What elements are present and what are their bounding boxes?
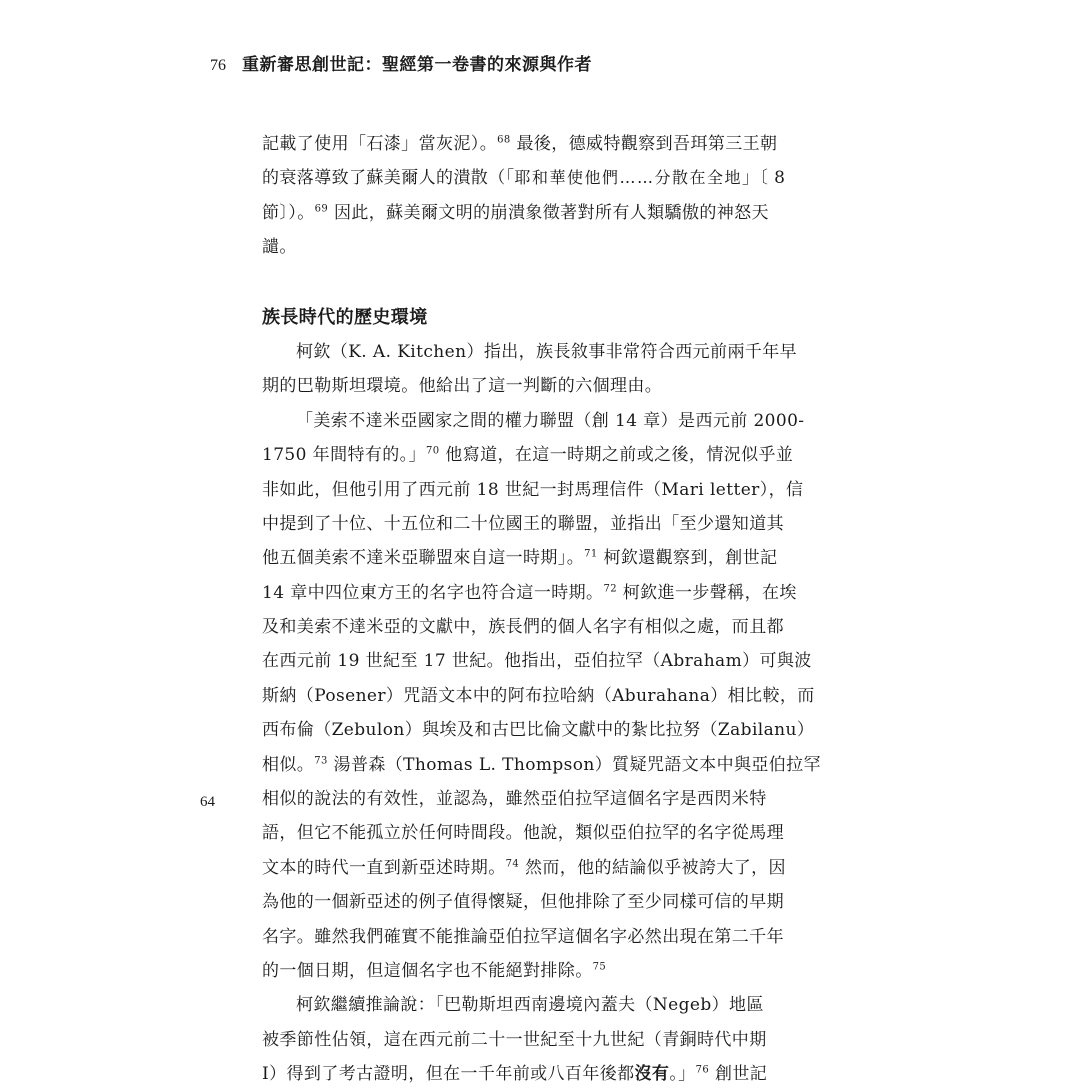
text-line: 「美索不達米亞國家之間的權力聯盟（創 14 章）是西元前 2000- [296,410,805,431]
footnote-ref: 69 [314,203,329,215]
text-line: 1750 年間特有的。」$^{70}$ 他寫道，在這一時期之前或之後，情況似乎並 [262,445,794,466]
text-line: 柯欽（K. A. Kitchen）指出，族長敘事非常符合西元前兩千年早 [296,341,798,362]
text-line: I）得到了考古證明，但在一千年前或八百年後都沒有。」$^{76}$ 創世記 [262,1064,768,1085]
footnote-ref: 73 [314,754,328,766]
footnote-ref: 72 [603,583,617,595]
page-number: 76 [210,57,226,74]
text-line: 柯欽繼續推論說：「巴勒斯坦西南邊境內蓋夫（Negeb）地區 [296,995,764,1016]
footnote-ref: 71 [584,548,598,560]
text-line: 中提到了十位、十五位和二十位國王的聯盟，並指出「至少還知道其 [262,513,784,534]
footnote-ref: 75 [592,961,607,973]
text-line: 的一個日期，但這個名字也不能絕對排除。$^{75}$ [262,960,607,981]
body-text [262,127,837,1092]
text-line: 文本的時代一直到新亞述時期。$^{74}$ 然而，他的結論似乎被誇大了，因 [262,857,786,878]
text-line: 相似的說法的有效性，並認為，雖然亞伯拉罕這個名字是西閃米特 [262,789,767,810]
text-line: 的衰落導致了蘇美爾人的潰散（「耶和華使他們……分散在全地」〔 8 [262,168,786,189]
text-line: 相似。$^{73}$ 湯普森（Thomas L. Thompson）質疑咒語文本中與亞伯拉罕 [262,754,821,775]
footnote-ref: 74 [505,858,520,870]
text-line: 被季節性佔領，這在西元前二十一世紀至十九世紀（青銅時代中期 [262,1029,767,1050]
original-page-marker: 64 [200,794,215,810]
text-line: 非如此，但他引用了西元前 18 世紀一封馬理信件（Mari letter），信 [262,479,804,500]
quotation: 耶和華使他們……分散在全地 [514,168,743,188]
running-header [210,50,592,75]
text-line: 在西元前 19 世紀至 17 世紀。他指出，亞伯拉罕（Abraham）可與波 [262,651,812,672]
text-line: 語，但它不能孤立於任何時間段。他說，類似亞伯拉罕的名字從馬理 [262,823,784,844]
text-line: 西布倫（Zebulon）與埃及和古巴比倫文獻中的紮比拉努（Zabilanu） [262,720,815,741]
text-line: 及和美索不達米亞的文獻中，族長們的個人名字有相似之處，而且都 [262,617,784,638]
book-title: 重新審思創世記：聖經第一卷書的來源與作者 [242,55,592,75]
text-line: 他五個美索不達米亞聯盟來自這一時期」。$^{71}$ 柯欽還觀察到，創世記 [262,548,778,569]
footnote-ref: 76 [695,1064,710,1076]
text-line: 節〕）。$^{69}$ 因此，蘇美爾文明的崩潰象徵著對所有人類驕傲的神怒天 [262,202,769,223]
text-line: 期的巴勒斯坦環境。他給出了這一判斷的六個理由。 [262,376,663,397]
text-line: 譴。 [262,237,297,258]
footnote-ref: 70 [425,445,440,457]
text-line: 為他的一個新亞述的例子值得懷疑，但他排除了至少同樣可信的早期 [262,892,784,913]
text-line: 記載了使用「石漆」當灰泥）。$^{68}$ 最後，德威特觀察到吾珥第三王朝 [262,134,778,154]
text-line: 14 章中四位東方王的名字也符合這一時期。$^{72}$ 柯欽進一步聲稱，在埃 [262,582,797,603]
section-heading: 族長時代的歷史環境 [262,306,428,328]
text-line: 斯納（Posener）咒語文本中的阿布拉哈納（Aburahana）相比較，而 [262,685,815,706]
footnote-ref: 68 [497,134,511,146]
text-line: 名字。雖然我們確實不能推論亞伯拉罕這個名字必然出現在第二千年 [262,926,784,947]
emphasis: 沒有 [634,1064,670,1085]
